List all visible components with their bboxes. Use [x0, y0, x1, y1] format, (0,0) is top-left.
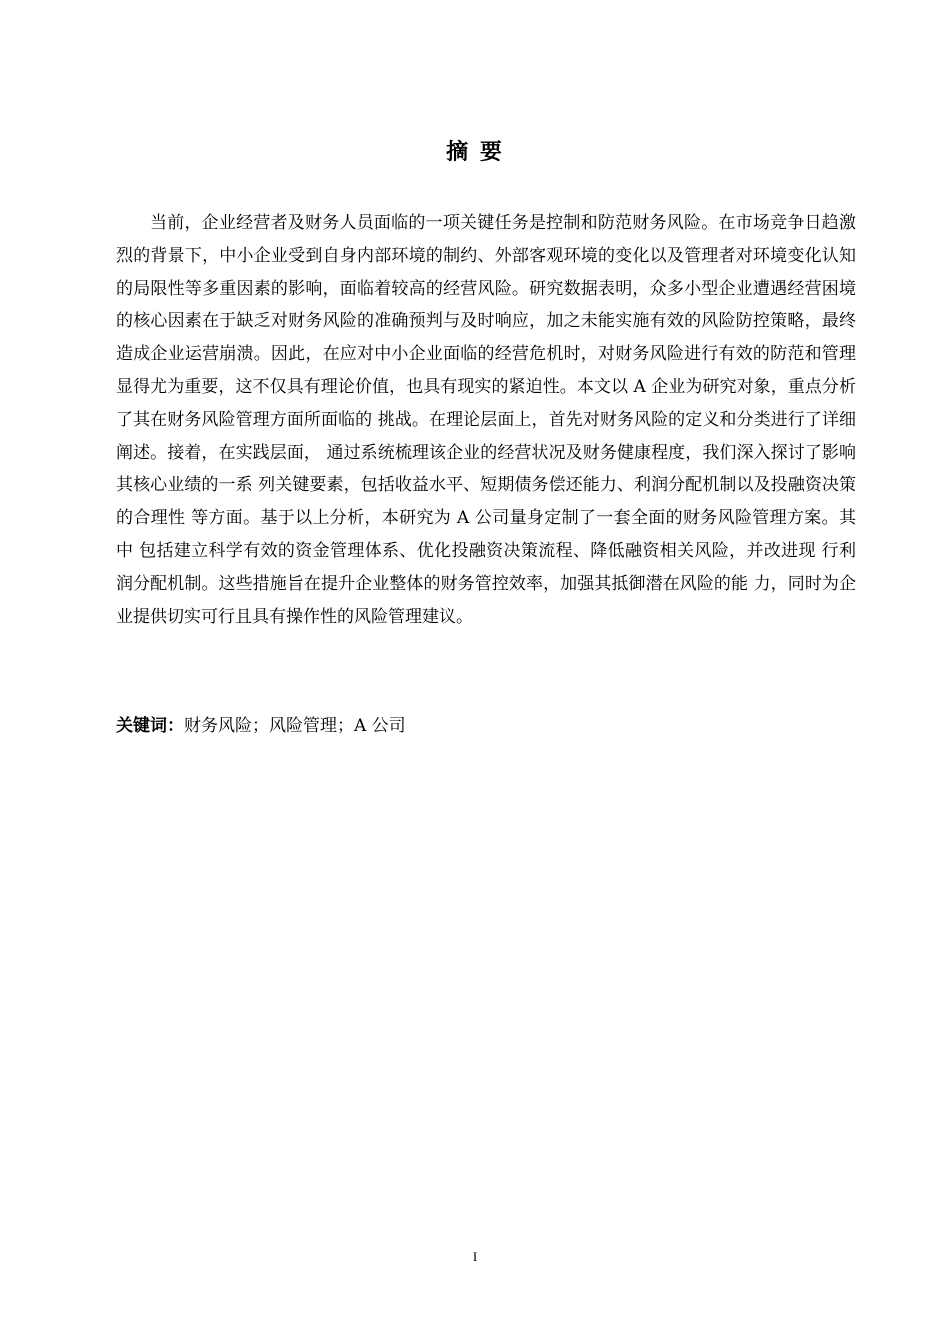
page-title: 摘 要: [446, 139, 504, 165]
abstract-paragraph: 当前，企业经营者及财务人员面临的一项关键任务是控制和防范财务风险。在市场竞争日趋激烈的背景下，中小企业受到自身内部环境的制约、外部客观环境的变化以及管理者对环境变化认知的局限性等多重因素的影响，面临着较高的经营风险。研究数据表明，众多小型企业遭遇经营困境的核心因素在于缺乏对财务风险的准确预判与及时响应，加之未能实施有效的风险防控策略，最终造成企业运营崩溃。因此，在应对中小企业面临的经营危机时，对财务风险进行有效的防范和管理显得尤为重要，这不仅具有理论价值，也具有现实的紧迫性。本文以 A 企业为研究对象，重点分析了其在财务风险管理方面所面临的 挑战。在理论层面上，首先对财务风险的定义和分类进行了详细阐述。接着，在实践层面， 通过系统梳理该企业的经营状况及财务健康程度，我们深入探讨了影响其核心业绩的一系 列关键要素，包括收益水平、短期债务偿还能力、利润分配机制以及投融资决策的合理性 等方面。基于以上分析，本研究为 A 公司量身定制了一套全面的财务风险管理方案。其中 包括建立科学有效的资金管理体系、优化投融资决策流程、降低融资相关风险，并改进现 行利润分配机制。这些措施旨在提升企业整体的财务管控效率，加强其抵御潜在风险的能 力，同时为企业提供切实可行且具有操作性的风险管理建议。: [116, 213, 856, 627]
page-number: I: [472, 1249, 478, 1264]
keywords-label: 关键词：: [116, 716, 184, 736]
abstract-body: [116, 207, 856, 633]
keywords-line: [116, 712, 856, 740]
keywords-value: 财务风险；风险管理；A 公司: [184, 716, 406, 736]
